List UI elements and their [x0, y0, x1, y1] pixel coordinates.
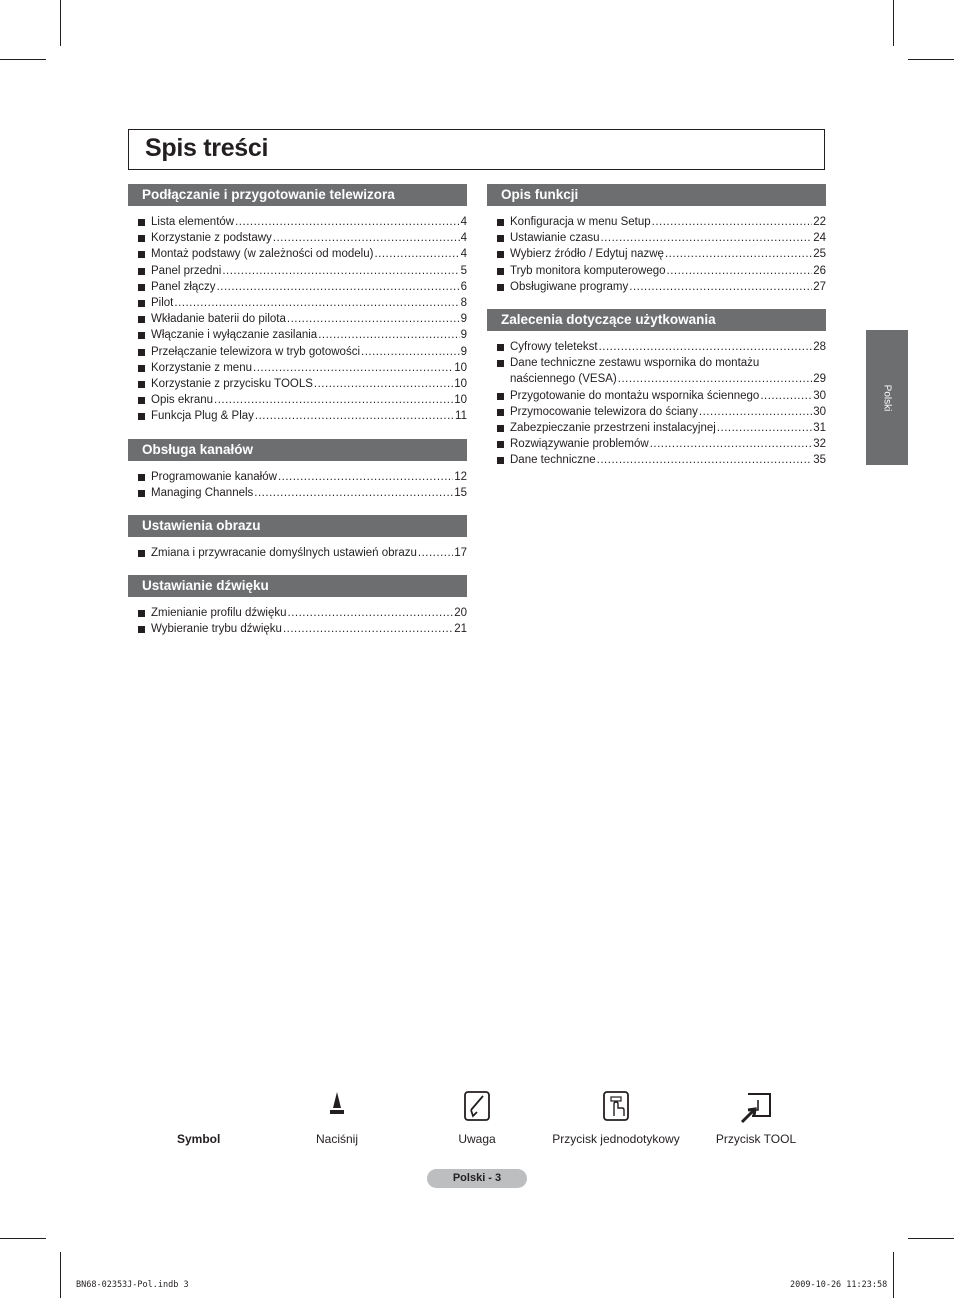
toc-entry[interactable] — [487, 404, 826, 420]
toc-entry-page: 30 — [813, 389, 826, 402]
toc-entry-label: Funkcja Plug & Play — [151, 410, 254, 423]
bullet-icon — [138, 300, 145, 307]
leader-dots — [287, 311, 460, 327]
crop-mark — [908, 59, 954, 60]
crop-mark — [60, 1252, 61, 1298]
section-heading: Ustawienia obrazu — [128, 515, 467, 537]
toc-entry-label: Włączanie i wyłączanie zasilania — [151, 329, 318, 342]
bullet-icon — [138, 610, 145, 617]
bullet-icon — [138, 284, 145, 291]
toc-section — [128, 439, 467, 501]
symbol-label: Naciśnij — [315, 1132, 359, 1146]
toc-entry-label: Pilot — [151, 297, 174, 310]
toc-entry-label: Zmiana i przywracanie domyślnych ustawień obrazu — [151, 547, 417, 560]
title-box — [128, 129, 825, 170]
toc-entry[interactable] — [487, 388, 826, 404]
leader-dots — [629, 279, 812, 295]
toc-entry-page: 8 — [460, 297, 467, 310]
leader-dots — [717, 420, 812, 436]
leader-dots — [600, 230, 812, 246]
bullet-icon — [138, 332, 145, 339]
leader-dots — [254, 485, 453, 501]
toc-entry[interactable] — [487, 420, 826, 436]
bullet-icon — [138, 626, 145, 633]
toc-entry[interactable] — [487, 263, 826, 279]
section-heading: Obsługa kanałów — [128, 439, 467, 461]
toc-entry-page: 35 — [813, 454, 826, 467]
leader-dots — [288, 605, 454, 621]
leader-dots — [374, 246, 459, 262]
one-touch-icon — [602, 1090, 630, 1122]
toc-entry-page: 17 — [454, 547, 467, 560]
toc-entry[interactable] — [128, 408, 467, 424]
toc-entry-label: Zabezpieczanie przestrzeni instalacyjnej — [510, 422, 716, 435]
bullet-icon — [138, 381, 145, 388]
crop-mark — [60, 0, 61, 46]
toc-entry[interactable] — [128, 279, 467, 295]
bullet-icon — [138, 397, 145, 404]
bullet-icon — [497, 360, 504, 367]
toc-entry-page: 4 — [460, 216, 467, 228]
toc-entry-page: 4 — [460, 248, 467, 261]
toc-entry-page: 25 — [813, 248, 826, 261]
toc-entry[interactable] — [128, 376, 467, 392]
leader-dots — [318, 327, 459, 343]
toc-section — [128, 184, 467, 425]
toc-entry-label: Wybierz źródło / Edytuj nazwę — [510, 248, 664, 261]
note-icon — [463, 1090, 491, 1122]
bullet-icon — [497, 409, 504, 416]
leader-dots — [253, 360, 453, 376]
section-heading: Ustawianie dźwięku — [128, 575, 467, 597]
toc-entry[interactable] — [128, 485, 467, 501]
toc-entry-page: 10 — [454, 361, 467, 374]
toc-entry[interactable] — [128, 230, 467, 246]
leader-dots — [618, 371, 812, 387]
toc-entry-label: Wkładanie baterii do pilota — [151, 313, 286, 326]
toc-entry[interactable] — [487, 230, 826, 246]
toc-entry-label: Opis ekranu — [151, 394, 214, 407]
leader-dots — [278, 469, 453, 485]
toc-entry-label: Dane techniczne — [510, 454, 596, 467]
side-tab-label: Polski — [881, 384, 893, 411]
toc-entry[interactable] — [128, 246, 467, 262]
toc-entry[interactable] — [487, 214, 826, 230]
toc-entry-label: Konfiguracja w menu Setup — [510, 216, 651, 228]
toc-entry-label: Korzystanie z podstawy — [151, 232, 272, 245]
toc-entry[interactable] — [128, 605, 467, 621]
toc-entry-page: 24 — [813, 232, 826, 245]
toc-entry[interactable] — [487, 355, 826, 387]
toc-entry-page: 26 — [813, 264, 826, 277]
toc-entry-page: 4 — [460, 232, 467, 245]
toc-entry-label: Montaż podstawy (w zależności od modelu) — [151, 248, 374, 261]
toc-entry[interactable] — [128, 621, 467, 637]
toc-entry[interactable] — [487, 246, 826, 262]
bullet-icon — [138, 235, 145, 242]
leader-dots — [361, 344, 460, 360]
section-heading: Podłączanie i przygotowanie telewizora — [128, 184, 467, 206]
toc-entry[interactable] — [487, 279, 826, 295]
toc-section — [487, 309, 826, 469]
toc-entry-label: Panel złączy — [151, 280, 216, 293]
toc-entry[interactable] — [128, 214, 467, 230]
toc-right-column — [487, 184, 826, 483]
toc-section — [487, 184, 826, 295]
toc-entry-label: Przełączanie telewizora w tryb gotowości — [151, 345, 361, 358]
leader-dots — [217, 279, 460, 295]
toc-entry-label: Przygotowanie do montażu wspornika ściennego — [510, 389, 760, 402]
leader-dots — [222, 263, 459, 279]
leader-dots — [597, 452, 813, 468]
crop-mark — [893, 0, 894, 46]
crop-mark — [893, 1252, 894, 1298]
toc-entry-page: 11 — [455, 410, 467, 423]
crop-mark — [0, 1238, 46, 1239]
section-heading: Zalecenia dotyczące użytkowania — [487, 309, 826, 331]
toc-entry[interactable] — [128, 545, 467, 561]
leader-dots — [665, 246, 812, 262]
page-title: Spis treści — [145, 134, 269, 162]
toc-entry-label: Wybieranie trybu dźwięku — [151, 623, 282, 636]
toc-left-column — [128, 184, 467, 652]
symbol-legend-title: Symbol — [177, 1132, 221, 1146]
leader-dots — [699, 404, 812, 420]
press-icon — [329, 1090, 345, 1118]
toc-section — [128, 575, 467, 637]
leader-dots — [650, 436, 813, 452]
toc-entry[interactable] — [487, 339, 826, 355]
leader-dots — [283, 621, 453, 637]
bullet-icon — [138, 550, 145, 557]
toc-entry-page: 15 — [454, 486, 467, 499]
toc-entry-page: 21 — [454, 623, 467, 636]
symbol-label: Przycisk TOOL — [715, 1132, 797, 1146]
toc-entry-label: Korzystanie z przycisku TOOLS — [151, 378, 313, 391]
toc-entry-page: 9 — [460, 345, 467, 358]
toc-entry-page: 20 — [454, 607, 467, 620]
bullet-icon — [138, 268, 145, 275]
bullet-icon — [497, 235, 504, 242]
section-heading: Opis funkcji — [487, 184, 826, 206]
toc-entry-label: naściennego (VESA) — [510, 373, 617, 386]
leader-dots — [255, 408, 454, 424]
toc-entry[interactable] — [128, 295, 467, 311]
toc-entry[interactable] — [128, 344, 467, 360]
toc-entry-page: 5 — [460, 264, 467, 277]
toc-entry-label: Panel przedni — [151, 264, 222, 277]
symbol-legend — [0, 1090, 954, 1160]
symbol-label: Uwaga — [458, 1132, 496, 1146]
toc-entry[interactable] — [487, 452, 826, 468]
leader-dots — [599, 339, 813, 355]
toc-entry-label: Przymocowanie telewizora do ściany — [510, 405, 698, 418]
toc-entry-page: 12 — [454, 470, 467, 483]
toc-entry-page: 22 — [813, 216, 826, 228]
toc-entry-page: 10 — [454, 394, 467, 407]
toc-entry-label: Korzystanie z menu — [151, 361, 252, 374]
toc-entry-page: 6 — [460, 280, 467, 293]
bullet-icon — [497, 425, 504, 432]
bullet-icon — [138, 413, 145, 420]
bullet-icon — [138, 219, 145, 226]
toc-entry[interactable] — [128, 469, 467, 485]
bullet-icon — [497, 219, 504, 226]
bullet-icon — [497, 268, 504, 275]
toc-entry-page: 9 — [460, 313, 467, 326]
leader-dots — [652, 214, 813, 230]
toc-entry-label: Rozwiązywanie problemów — [510, 438, 649, 451]
leader-dots — [273, 230, 460, 246]
bullet-icon — [497, 251, 504, 258]
bullet-icon — [138, 316, 145, 323]
toc-entry-page: 28 — [813, 341, 826, 354]
toc-entry-page: 9 — [460, 329, 467, 342]
bullet-icon — [497, 393, 504, 400]
leader-dots — [174, 295, 459, 311]
print-file-info: BN68-02353J-Pol.indb 3 — [76, 1280, 189, 1290]
crop-mark — [0, 59, 46, 60]
symbol-label: Przycisk jednodotykowy — [552, 1132, 680, 1146]
bullet-icon — [138, 251, 145, 258]
print-datetime: 2009-10-26 11:23:58 — [790, 1280, 888, 1290]
toc-entry[interactable] — [128, 360, 467, 376]
toc-entry-page: 10 — [454, 378, 467, 391]
leader-dots — [235, 214, 459, 230]
toc-entry-page: 27 — [813, 280, 826, 293]
leader-dots — [760, 388, 812, 404]
toc-entry-label: Programowanie kanałów — [151, 470, 277, 483]
toc-entry-label: Ustawianie czasu — [510, 232, 600, 245]
bullet-icon — [138, 365, 145, 372]
toc-entry[interactable] — [128, 327, 467, 343]
leader-dots — [214, 392, 453, 408]
crop-mark — [908, 1238, 954, 1239]
bullet-icon — [497, 441, 504, 448]
bullet-icon — [497, 344, 504, 351]
tool-icon — [738, 1090, 774, 1124]
leader-dots — [667, 263, 813, 279]
toc-entry-label: Cyfrowy teletekst — [510, 341, 598, 354]
toc-entry-label: Lista elementów — [151, 216, 235, 228]
toc-entry[interactable] — [128, 392, 467, 408]
toc-entry-label: Dane techniczne zestawu wspornika do montażu — [510, 357, 760, 370]
toc-entry-label: Zmienianie profilu dźwięku — [151, 607, 287, 620]
bullet-icon — [138, 349, 145, 356]
bullet-icon — [497, 457, 504, 464]
toc-section — [128, 515, 467, 561]
page-number-footer: Polski - 3 — [427, 1169, 527, 1188]
bullet-icon — [497, 284, 504, 291]
toc-entry-page: 31 — [813, 422, 826, 435]
toc-entry[interactable] — [128, 263, 467, 279]
bullet-icon — [138, 490, 145, 497]
leader-dots — [314, 376, 453, 392]
toc-entry[interactable] — [128, 311, 467, 327]
toc-entry-label: Tryb monitora komputerowego — [510, 264, 666, 277]
toc-entry-page: 32 — [813, 438, 826, 451]
toc-entry-label: Managing Channels — [151, 486, 254, 499]
toc-entry-page: 29 — [813, 373, 826, 386]
language-side-tab — [866, 330, 908, 465]
bullet-icon — [138, 474, 145, 481]
toc-entry-label: Obsługiwane programy — [510, 280, 629, 293]
leader-dots — [418, 545, 453, 561]
toc-entry-page: 30 — [813, 405, 826, 418]
toc-entry[interactable] — [487, 436, 826, 452]
